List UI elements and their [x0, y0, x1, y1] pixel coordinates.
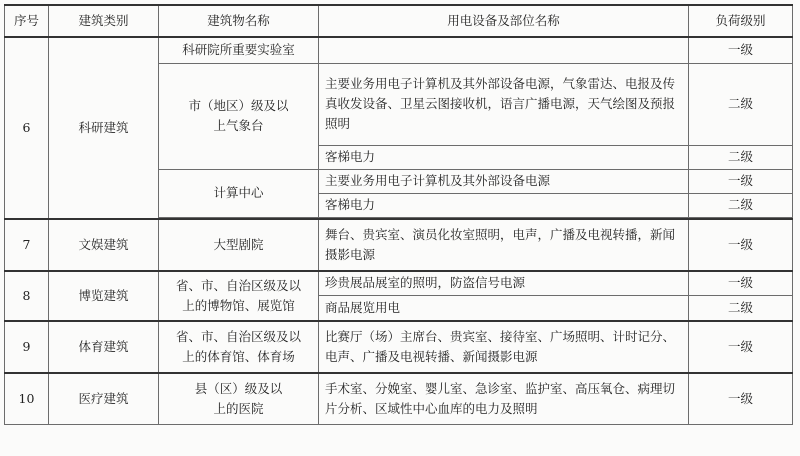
table-row [5, 321, 793, 373]
building-name [159, 63, 319, 169]
equipment-cell: 商品展览用电 [319, 296, 689, 321]
row-number: 7 [5, 219, 49, 271]
load-grade: 一级 [689, 271, 793, 296]
header-category: 建筑类别 [49, 5, 159, 37]
table-row [5, 271, 793, 296]
load-grade: 二级 [689, 145, 793, 169]
table-row [5, 37, 793, 63]
equipment-cell: 客梯电力 [319, 145, 689, 169]
equipment-cell: 舞台、贵宾室、演员化妆室照明，电声，广播及电视转播，新闻摄影电源 [319, 219, 689, 271]
building-category: 文娱建筑 [49, 219, 159, 271]
building-name-text: 市（地区）级及以上气象台 [188, 98, 289, 133]
row-number: 6 [5, 37, 49, 219]
building-name: 科研院所重要实验室 [159, 37, 319, 63]
building-name: 大型剧院 [159, 219, 319, 271]
load-grade: 二级 [689, 63, 793, 145]
building-name-text: 省、市、自治区级及以上的博物馆、展览馆 [175, 277, 301, 313]
load-grade: 一级 [689, 219, 793, 271]
building-category: 医疗建筑 [49, 373, 159, 425]
header-no: 序号 [5, 5, 49, 37]
load-grade: 二级 [689, 193, 793, 217]
equipment-cell: 主要业务用电子计算机及其外部设备电源 [319, 169, 689, 193]
building-name [159, 271, 319, 321]
load-grade: 一级 [689, 169, 793, 193]
equipment-cell: 主要业务用电子计算机及其外部设备电源，气象雷达、电报及传真收发设备、卫星云图接收机，语言广播电源，天气绘图及预报照明 [319, 63, 689, 145]
equipment-cell: 比赛厅（场）主席台、贵宾室、接待室、广场照明、计时记分、电声、广播及电视转播、新闻摄影电源 [319, 321, 689, 373]
load-grade: 一级 [689, 37, 793, 63]
header-grade: 负荷级别 [689, 5, 793, 37]
load-grade: 一级 [689, 321, 793, 373]
building-name [159, 373, 319, 425]
table-row [5, 373, 793, 425]
load-grade: 一级 [689, 373, 793, 425]
table-row [5, 219, 793, 271]
building-category: 体育建筑 [49, 321, 159, 373]
building-category: 博览建筑 [49, 271, 159, 321]
row-number: 10 [5, 373, 49, 425]
row-number: 9 [5, 321, 49, 373]
equipment-cell: 珍贵展品展室的照明，防盗信号电源 [319, 271, 689, 296]
row-number: 8 [5, 271, 49, 321]
equipment-cell: 手术室、分娩室、婴儿室、急诊室、监护室、高压氧仓、病理切片分析、区域性中心血库的电力及照明 [319, 373, 689, 425]
building-name-text: 省、市、自治区级及以上的体育馆、体育场 [175, 328, 301, 364]
building-name-text: 县（区）级及以上的医院 [194, 380, 283, 416]
building-name [159, 321, 319, 373]
equipment-cell: 客梯电力 [319, 193, 689, 217]
building-name: 计算中心 [159, 169, 319, 217]
header-equipment: 用电设备及部位名称 [319, 5, 689, 37]
load-grade: 二级 [689, 296, 793, 321]
load-grade-table [4, 4, 793, 425]
building-category: 科研建筑 [49, 37, 159, 219]
header-building: 建筑物名称 [159, 5, 319, 37]
table-header-row [5, 5, 793, 37]
equipment-cell [319, 37, 689, 63]
